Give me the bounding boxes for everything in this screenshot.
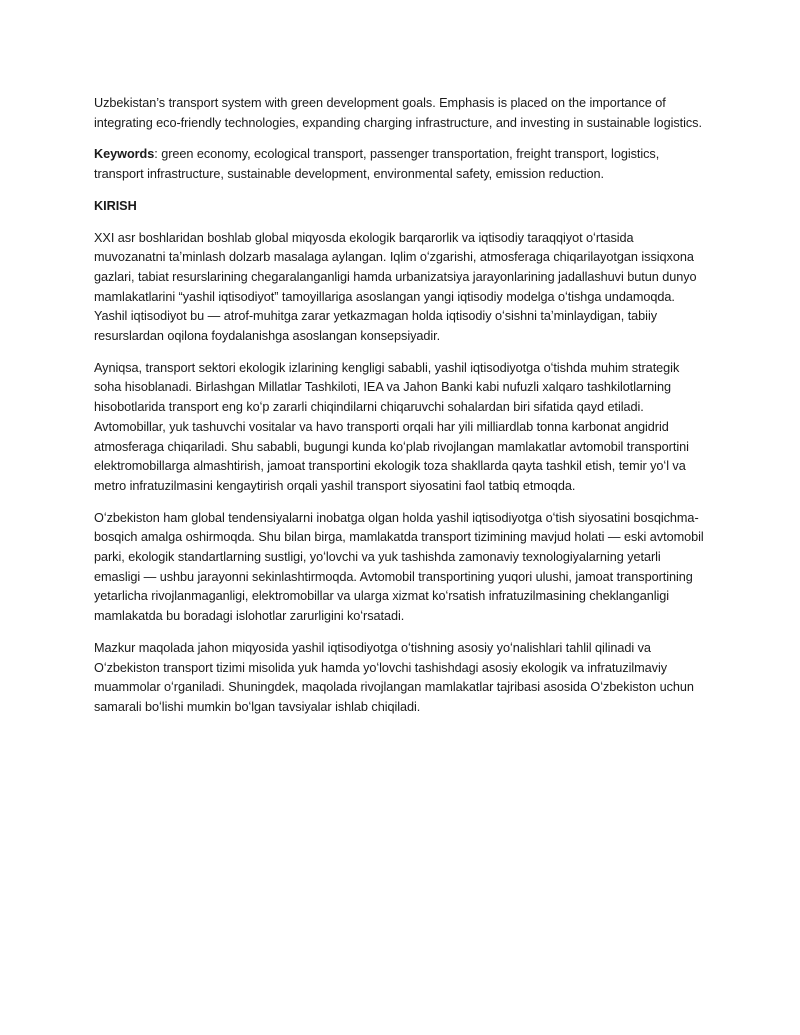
keywords-label: Keywords: [94, 147, 155, 162]
keywords-text: : green economy, ecological transport, passenger transportation, freight transport, logistics, transport infrastructure, sustainable development, environmental safety, emission reduction.: [94, 147, 660, 182]
keywords-paragraph: [94, 145, 708, 184]
section-heading: KIRISH: [94, 198, 137, 213]
document-page: [94, 94, 708, 730]
body-paragraph: XXI asr boshlaridan boshlab global miqyosda ekologik barqarorlik va iqtisodiy taraqqiyot oʻrtasida muvozanatni taʼminlash dolzarb masalaga aylangan. Iqlim oʻzgarishi, atmosferaga chiqarilayotgan issiqxona gazlari, tabiat resurslarining chegaralanganligi hamda urbanizatsiya jarayonlarining jadallashuvi butun dunyo mamlakatlarini “yashil iqtisodiyot” tamoyillariga asoslangan yangi iqtisodiy modelga oʻtishga undamoqda. Yashil iqtisodiyot bu — atrof-muhitga zarar yetkazmagan holda iqtisodiy oʻsishni taʼminlaydigan, tabiiy resurslardan oqilona foydalanishga asoslangan konsepsiyadir.: [94, 230, 697, 344]
abstract-paragraph: Uzbekistan’s transport system with green development goals. Emphasis is placed on the importance of integrating eco-friendly technologies, expanding charging infrastructure, and investing in sustainable logistics.: [94, 96, 702, 130]
body-paragraph: Mazkur maqolada jahon miqyosida yashil iqtisodiyotga oʻtishning asosiy yoʻnalishlari tahlil qilinadi va Oʻzbekiston transport tizimi misolida yuk hamda yoʻlovchi tashishdagi asosiy ekologik va infratuzilmaviy muammolar oʻrganiladi. Shuningdek, maqolada rivojlangan mamlakatlar tajribasi asosida Oʻzbekiston uchun samarali boʻlishi mumkin boʻlgan tavsiyalar ishlab chiqiladi.: [94, 640, 694, 714]
body-paragraph: Ayniqsa, transport sektori ekologik izlarining kengligi sababli, yashil iqtisodiyotga oʻtishda muhim strategik soha hisoblanadi. Birlashgan Millatlar Tashkiloti, IEA va Jahon Banki kabi nufuzli xalqaro tashkilotlarning hisobotlarida transport eng koʻp zararli chiqindilarni chiqaruvchi sohalardan biri sifatida qayd etiladi. Avtomobillar, yuk tashuvchi vositalar va havo transporti orqali har yili milliardlab tonna karbonat angidrid atmosferaga chiqariladi. Shu sababli, bugungi kunda koʻplab rivojlangan mamlakatlar avtomobil transportini elektromobillarga almashtirish, jamoat transportini ekologik toza shakllarda qayta tashkil etish, temir yoʻl va metro infratuzilmasini kengaytirish orqali yashil transport siyosatini faol tatbiq etmoqda.: [94, 360, 689, 493]
body-paragraph: Oʻzbekiston ham global tendensiyalarni inobatga olgan holda yashil iqtisodiyotga oʻtish siyosatini bosqichma-bosqich amalga oshirmoqda. Shu bilan birga, mamlakatda transport tizimining mavjud holati — eski avtomobil parki, ekologik standartlarning sustligi, yoʻlovchi va yuk tashishda zamonaviy texnologiyalarning yetarli emasligi — ushbu jarayonni sekinlashtirmoqda. Avtomobil transportining yuqori ulushi, jamoat transportining yetarlicha rivojlanmaganligi, elektromobillar va ularga xizmat koʻrsatish infratuzilmasining cheklanganligi mamlakatda bu boradagi islohotlar zarurligini koʻrsatadi.: [94, 510, 704, 624]
